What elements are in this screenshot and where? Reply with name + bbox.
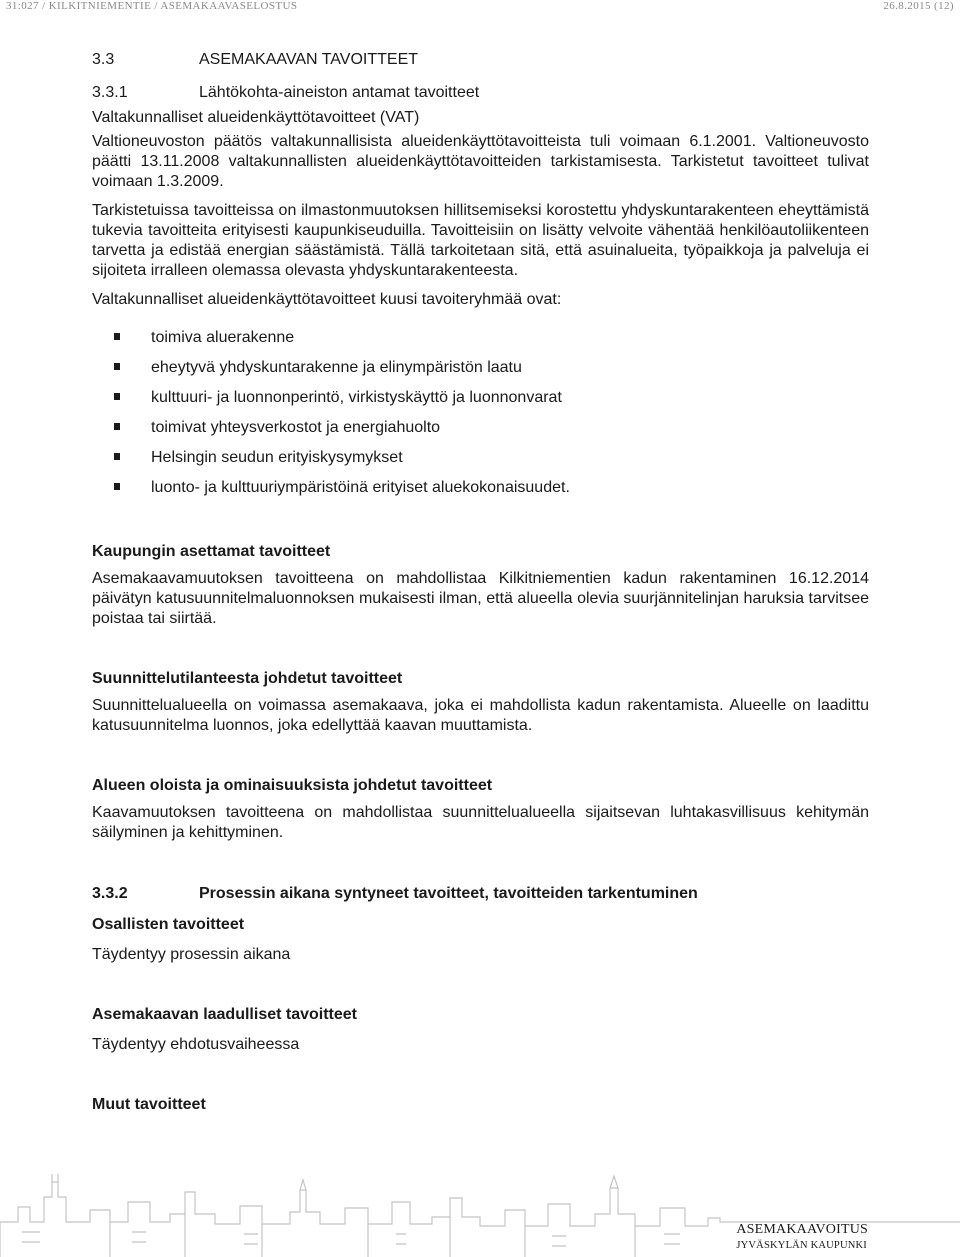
vat-heading: Valtakunnalliset alueidenkäyttötavoitteet (VAT) xyxy=(92,109,420,126)
subsection-heading-1 xyxy=(92,83,869,103)
page-header xyxy=(0,0,960,12)
list-item: eheytyvä yhdyskuntarakenne ja elinympäristön laatu xyxy=(92,358,869,378)
parties-goals-text: Täydentyy prosessin aikana xyxy=(92,946,291,963)
subsection-number-2: 3.3.2 xyxy=(92,885,128,902)
quality-goals-heading: Asemakaavan laadulliset tavoitteet xyxy=(92,1006,358,1023)
vat-goal-list xyxy=(92,328,869,498)
subsection-heading-2 xyxy=(92,884,869,904)
list-item: toimiva aluerakenne xyxy=(92,328,869,348)
list-item: toimivat yhteysverkostot ja energiahuolto xyxy=(92,418,869,438)
subsection-title-1: Lähtökohta-aineiston antamat tavoitteet xyxy=(199,84,480,101)
document-body xyxy=(92,50,869,1122)
area-goals-heading: Alueen oloista ja ominaisuuksista johdetut tavoitteet xyxy=(92,777,493,794)
planning-goals-heading: Suunnittelutilanteesta johdetut tavoitteet xyxy=(92,670,403,687)
footer-department: ASEMAKAAVOITUS xyxy=(736,1222,868,1237)
parties-goals-heading: Osallisten tavoitteet xyxy=(92,916,245,933)
vat-paragraph-1: Valtioneuvoston päätös valtakunnallisista alueidenkäyttötavoitteista tuli voimaan 6.1.2001. Valtioneuvosto päätti 13.11.2008 valtakunnallisten alueidenkäyttötavoitteiden tarkistamisesta. Tarkistetut tavoitteet tulivat voimaan 1.3.2009. xyxy=(92,133,869,190)
bullet-square-icon xyxy=(114,363,120,370)
list-item: kulttuuri- ja luonnonperintö, virkistyskäyttö ja luonnonvarat xyxy=(92,388,869,408)
other-goals-heading: Muut tavoitteet xyxy=(92,1096,206,1113)
quality-goals-text: Täydentyy ehdotusvaiheessa xyxy=(92,1036,300,1053)
footer-city: JYVÄSKYLÄN KAUPUNKI xyxy=(736,1240,868,1251)
bullet-square-icon xyxy=(114,483,120,490)
list-item: luonto- ja kulttuuriympäristöinä erityiset aluekokonaisuudet. xyxy=(92,478,869,498)
subsection-number-1: 3.3.1 xyxy=(92,84,128,101)
bullet-square-icon xyxy=(114,423,120,430)
list-item: Helsingin seudun erityiskysymykset xyxy=(92,448,869,468)
bullet-square-icon xyxy=(114,453,120,460)
footer-logo-text xyxy=(736,1222,868,1251)
bullet-square-icon xyxy=(114,393,120,400)
area-goals-text: Kaavamuutoksen tavoitteena on mahdollistaa suunnittelualueella sijaitsevan luhtakasvillisuus kehitymän säilyminen ja kehittyminen. xyxy=(92,804,869,841)
header-document-id: 31:027 / KILKITNIEMENTIE / ASEMAKAAVASELOSTUS xyxy=(6,0,298,12)
bullet-square-icon xyxy=(114,333,120,340)
section-heading xyxy=(92,50,869,70)
vat-paragraph-3: Valtakunnalliset alueidenkäyttötavoitteet kuusi tavoiteryhmää ovat: xyxy=(92,291,562,308)
subsection-title-2: Prosessin aikana syntyneet tavoitteet, tavoitteiden tarkentuminen xyxy=(199,885,698,902)
planning-goals-text: Suunnittelualueella on voimassa asemakaava, joka ei mahdollista kadun rakentamista. Alueelle on laadittu katusuunnitelma luonnos, joka edellyttää kaavan muuttamista. xyxy=(92,697,869,734)
vat-paragraph-2: Tarkistetuissa tavoitteissa on ilmastonmuutoksen hillitsemiseksi korostettu yhdyskuntarakenteen eheyttämistä tukevia tavoitteita erityisesti kaupunkiseuduilla. Tavoitteisiin on lisätty velvoite vähentää henkilöautoliikenteen tarvetta ja edistää energian säästämistä. Tällä tarkoitetaan sitä, että asuinalueita, työpaikkoja ja palveluja ei sijoiteta irralleen olemassa olevasta yhdyskuntarakenteesta. xyxy=(92,202,869,279)
header-date-page: 26.8.2015 (12) xyxy=(883,0,954,12)
city-goals-text: Asemakaavamuutoksen tavoitteena on mahdollistaa Kilkitniementien kadun rakentaminen 16.12.2014 päivätyn katusuunnitelmaluonnoksen mukaisesti ilman, että alueella olevia suurjännitelinjan haruksia tarvitsee poistaa tai siirtää. xyxy=(92,570,869,627)
section-title: ASEMAKAAVAN TAVOITTEET xyxy=(199,51,419,68)
section-number: 3.3 xyxy=(92,51,115,68)
city-goals-heading: Kaupungin asettamat tavoitteet xyxy=(92,543,331,560)
